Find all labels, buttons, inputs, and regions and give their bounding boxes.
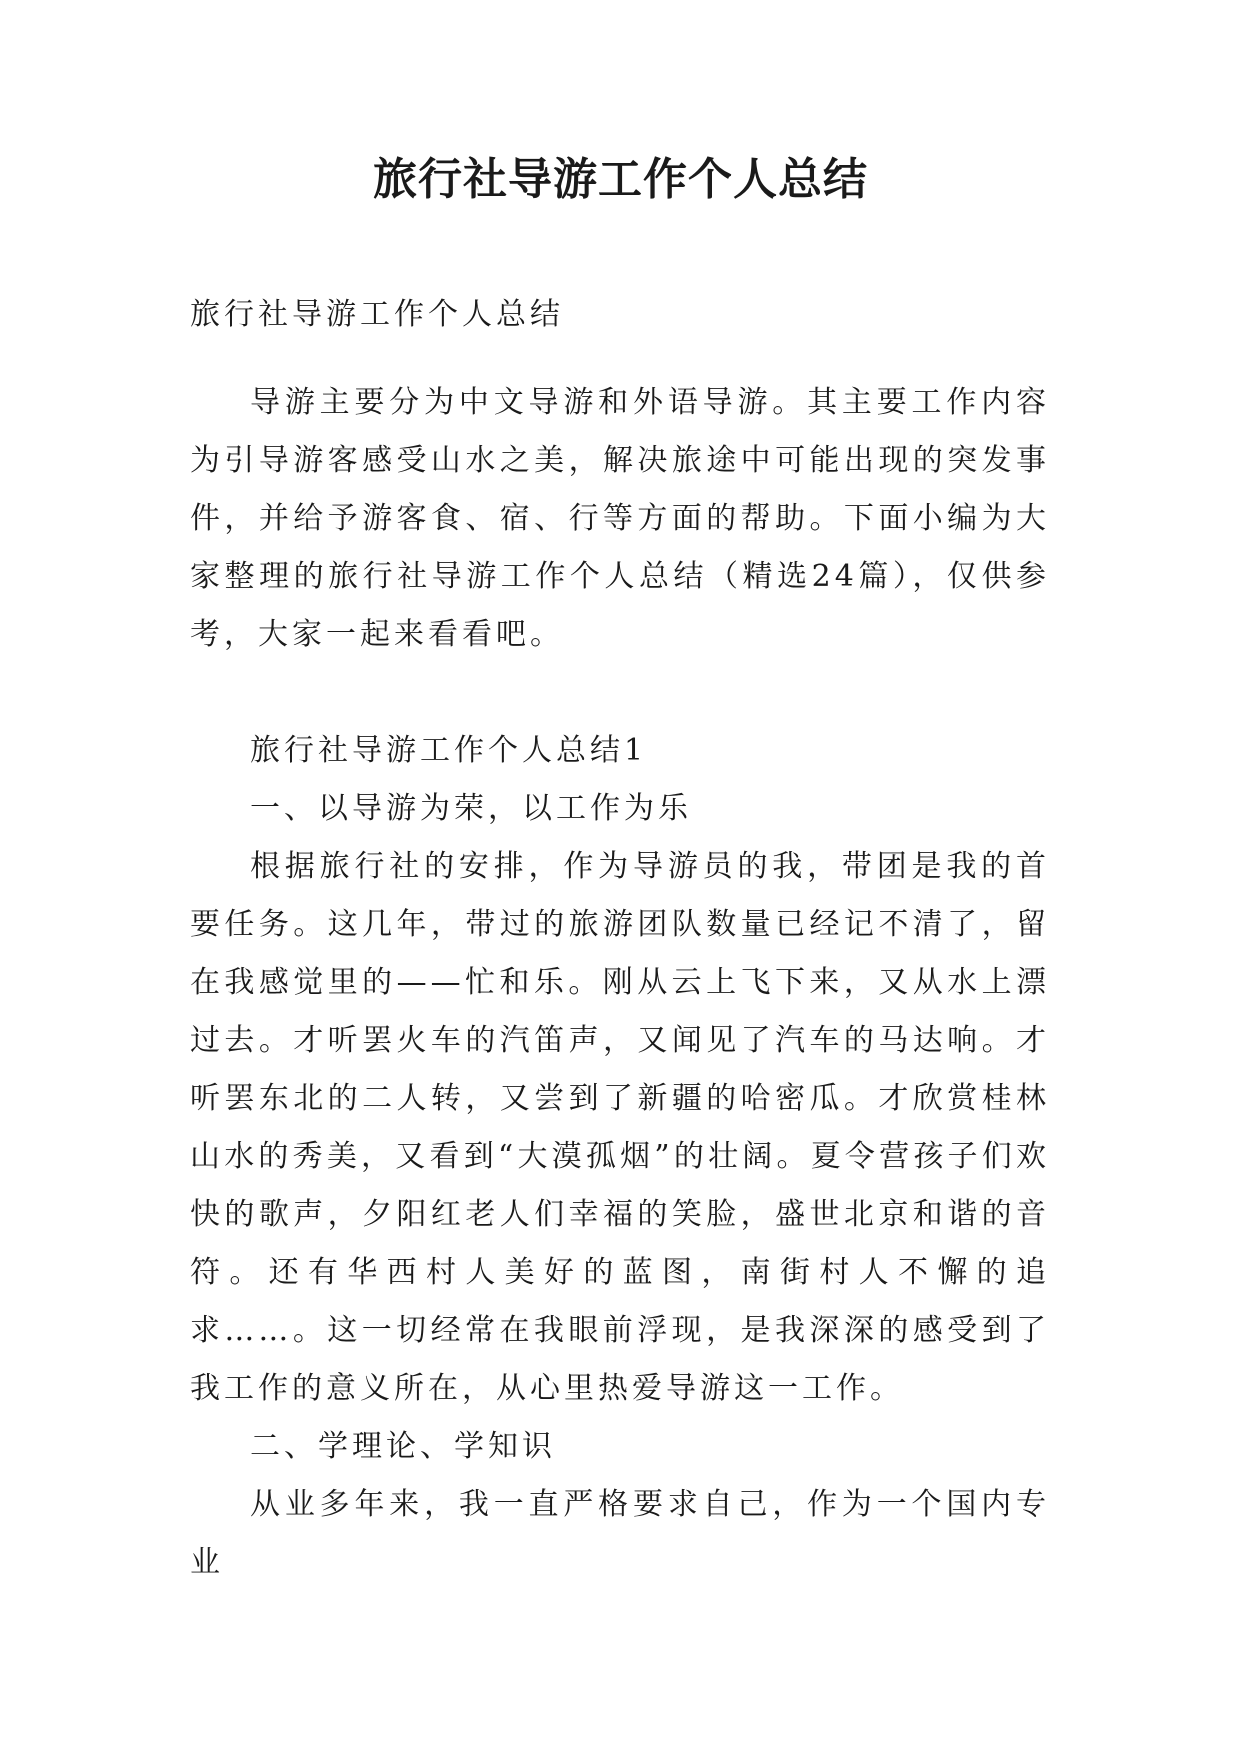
subtitle: 旅行社导游工作个人总结: [190, 297, 564, 332]
spacer: [190, 664, 1050, 722]
section-heading: 一、以导游为荣，以工作为乐: [250, 791, 692, 826]
body-paragraph: 根据旅行社的安排，作为导游员的我，带团是我的首要任务。这几年，带过的旅游团队数量已经记不清了，留在我感觉里的——忙和乐。刚从云上飞下来，又从水上漂过去。才听罢火车的汽笛声，又闻见了汽车的马达响。才听罢东北的二人转，又尝到了新疆的哈密瓜。才欣赏桂林山水的秀美，又看到“大漠孤烟”的壮阔。夏令营孩子们欢快的歌声，夕阳红老人们幸福的笑脸，盛世北京和谐的音符。还有华西村人美好的蓝图，南街村人不懈的追求……。这一切经常在我眼前浮现，是我深深的感受到了我工作的意义所在，从心里热爱导游这一工作。: [190, 849, 1050, 1406]
intro-paragraph: 导游主要分为中文导游和外语导游。其主要工作内容为引导游客感受山水之美，解决旅途中可能出现的突发事件，并给予游客食、宿、行等方面的帮助。下面小编为大家整理的旅行社导游工作个人总结（精选24篇），仅供参考，大家一起来看看吧。: [190, 385, 1050, 652]
document-body: [190, 286, 1050, 1592]
section-title: 旅行社导游工作个人总结1: [250, 733, 648, 768]
body-paragraph: 从业多年来，我一直严格要求自己，作为一个国内专业: [190, 1487, 1050, 1580]
document-title: 旅行社导游工作个人总结: [373, 154, 868, 205]
section-heading: 二、学理论、学知识: [250, 1429, 556, 1464]
spacer: [190, 344, 1050, 374]
